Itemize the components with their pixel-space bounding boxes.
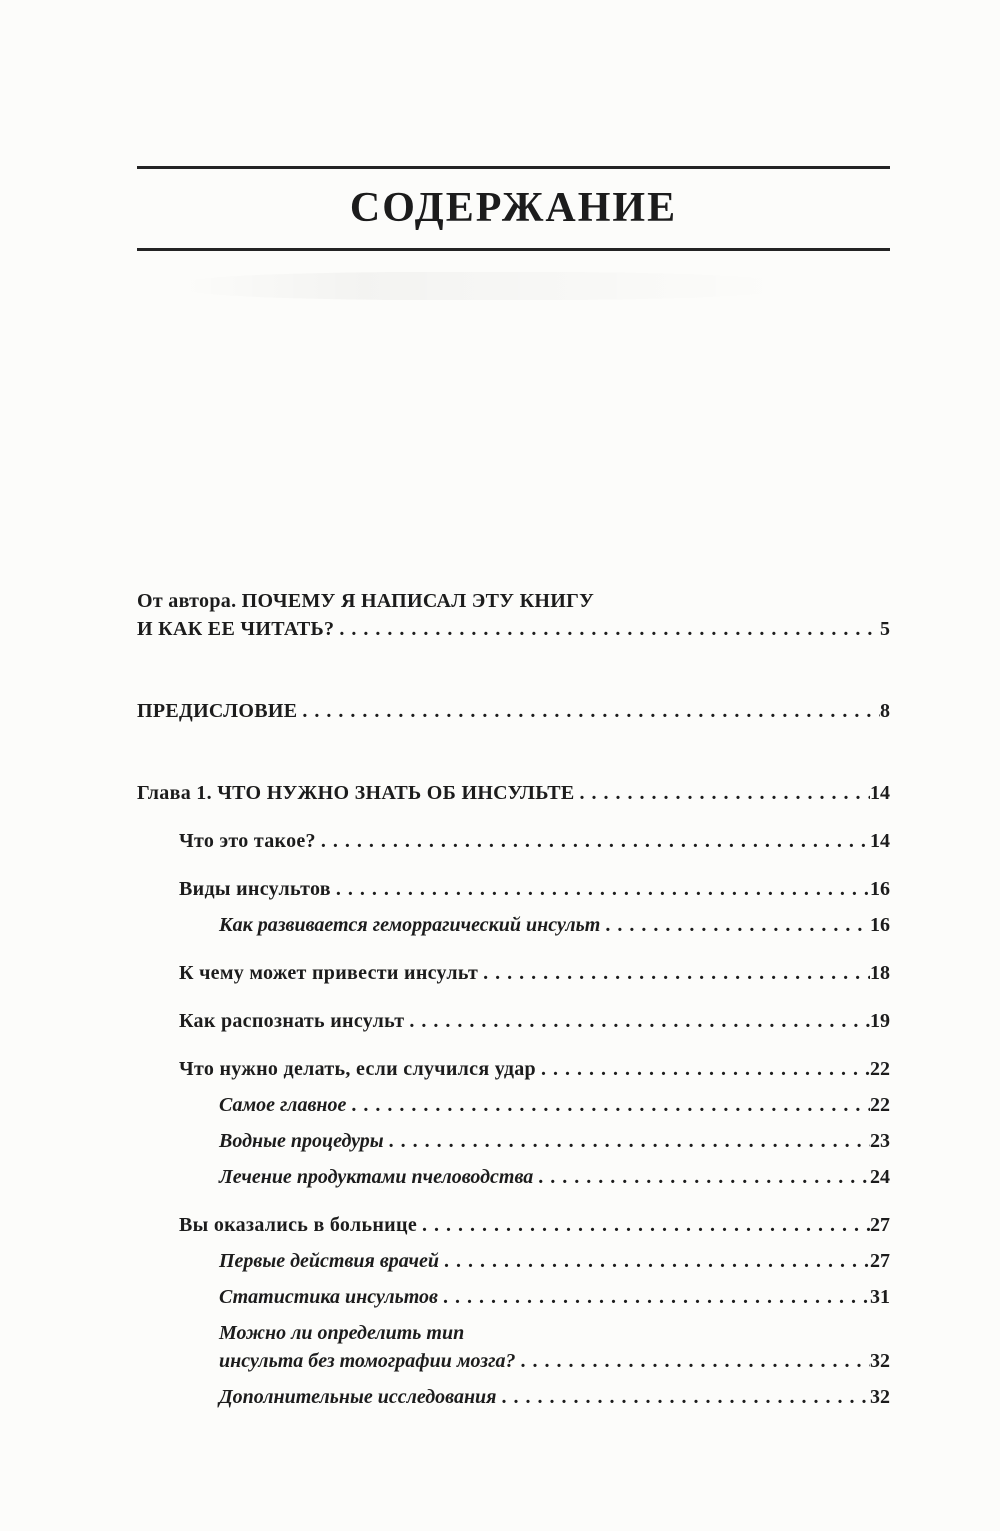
toc-entry (137, 875, 890, 903)
toc-entry-text: Как распознать инсульт (179, 1010, 405, 1032)
toc-entry-text: И КАК ЕЕ ЧИТАТЬ? (137, 618, 335, 640)
dot-leader (438, 1283, 870, 1311)
dot-leader (536, 1055, 870, 1083)
toc-entry-line (137, 697, 890, 725)
toc-entry-line (219, 1347, 890, 1375)
dot-leader (384, 1127, 870, 1155)
toc-entry-line (179, 827, 890, 855)
toc-entry-line (179, 1055, 890, 1083)
dot-leader (331, 875, 870, 903)
page-number: 14 (870, 782, 890, 804)
dot-leader (515, 1347, 870, 1375)
page-content (137, 166, 890, 1411)
toc-entry-text: Вы оказались в больнице (179, 1214, 418, 1236)
toc-entry (137, 911, 890, 939)
toc-entry (137, 1319, 890, 1375)
toc-entry-text: Что нужно делать, если случился удар (179, 1058, 536, 1080)
toc-entry-line (179, 1211, 890, 1239)
toc-entry (137, 587, 890, 643)
dot-leader (439, 1247, 870, 1275)
page-number: 32 (870, 1386, 890, 1408)
page-number: 8 (880, 700, 890, 722)
toc-entry-text: Дополнительные исследования (219, 1386, 497, 1408)
toc-list (137, 587, 890, 1411)
dot-leader (334, 615, 880, 643)
toc-entry-text: К чему может привести инсульт (179, 962, 479, 984)
page-number: 24 (870, 1166, 890, 1188)
toc-entry (137, 1127, 890, 1155)
toc-entry-line (219, 1163, 890, 1191)
page-number: 16 (870, 878, 890, 900)
dot-leader (478, 959, 870, 987)
toc-entry (137, 959, 890, 987)
toc-entry-line (219, 1247, 890, 1275)
dot-leader (600, 911, 870, 939)
toc-entry-line (137, 615, 890, 643)
toc-entry-text: ПРЕДИСЛОВИЕ (137, 700, 298, 722)
dot-leader (496, 1383, 870, 1411)
toc-entry-text: Что это такое? (179, 830, 316, 852)
page-number: 27 (870, 1250, 890, 1272)
dot-leader (417, 1211, 870, 1239)
page-number: 32 (870, 1350, 890, 1372)
toc-entry-text: Как развивается геморрагический инсульт (219, 914, 601, 936)
page-number: 19 (870, 1010, 890, 1032)
toc-entry-text: Можно ли определить тип (219, 1322, 465, 1344)
toc-entry-line (179, 1007, 890, 1035)
toc-entry-line (179, 959, 890, 987)
toc-entry-line (219, 1319, 890, 1347)
toc-entry (137, 1383, 890, 1411)
toc-entry (137, 1055, 890, 1083)
toc-entry (137, 1007, 890, 1035)
toc-entry-text: Первые действия врачей (219, 1250, 440, 1272)
dot-leader (575, 779, 871, 807)
title-block (137, 166, 890, 251)
page-number: 22 (870, 1058, 890, 1080)
toc-entry-text: Водные процедуры (219, 1130, 384, 1152)
toc-entry (137, 827, 890, 855)
page-number: 18 (870, 962, 890, 984)
toc-entry-line (179, 875, 890, 903)
dot-leader (297, 697, 880, 725)
toc-entry-text: От автора. ПОЧЕМУ Я НАПИСАЛ ЭТУ КНИГУ (137, 590, 595, 612)
page-title: СОДЕРЖАНИЕ (349, 185, 678, 231)
toc-entry-line (219, 911, 890, 939)
dot-leader (533, 1163, 870, 1191)
toc-entry (137, 1247, 890, 1275)
toc-entry (137, 1283, 890, 1311)
page-number: 14 (870, 830, 890, 852)
toc-entry (137, 697, 890, 725)
page-number: 23 (870, 1130, 890, 1152)
toc-entry-text: Виды инсультов (179, 878, 331, 900)
toc-entry-line (137, 587, 890, 615)
toc-entry-line (219, 1091, 890, 1119)
page-number: 27 (870, 1214, 890, 1236)
toc-entry (137, 779, 890, 807)
page-number: 5 (880, 618, 890, 640)
toc-entry-text: Глава 1. ЧТО НУЖНО ЗНАТЬ ОБ ИНСУЛЬТЕ (137, 782, 575, 804)
page-number: 22 (870, 1094, 890, 1116)
title-rule-bottom (137, 248, 890, 251)
page-number: 16 (870, 914, 890, 936)
toc-entry-text: Самое главное (219, 1094, 347, 1116)
toc-entry-text: Статистика инсультов (219, 1286, 438, 1308)
toc-entry-line (137, 779, 890, 807)
page-number: 31 (870, 1286, 890, 1308)
toc-entry (137, 1163, 890, 1191)
toc-entry-line (219, 1383, 890, 1411)
toc-entry (137, 1211, 890, 1239)
dot-leader (346, 1091, 870, 1119)
toc-entry (137, 1091, 890, 1119)
toc-entry-line (219, 1127, 890, 1155)
toc-entry-line (219, 1283, 890, 1311)
toc-entry-text: инсульта без томографии мозга? (219, 1350, 516, 1372)
dot-leader (316, 827, 870, 855)
toc-entry-text: Лечение продуктами пчеловодства (219, 1166, 534, 1188)
dot-leader (404, 1007, 870, 1035)
